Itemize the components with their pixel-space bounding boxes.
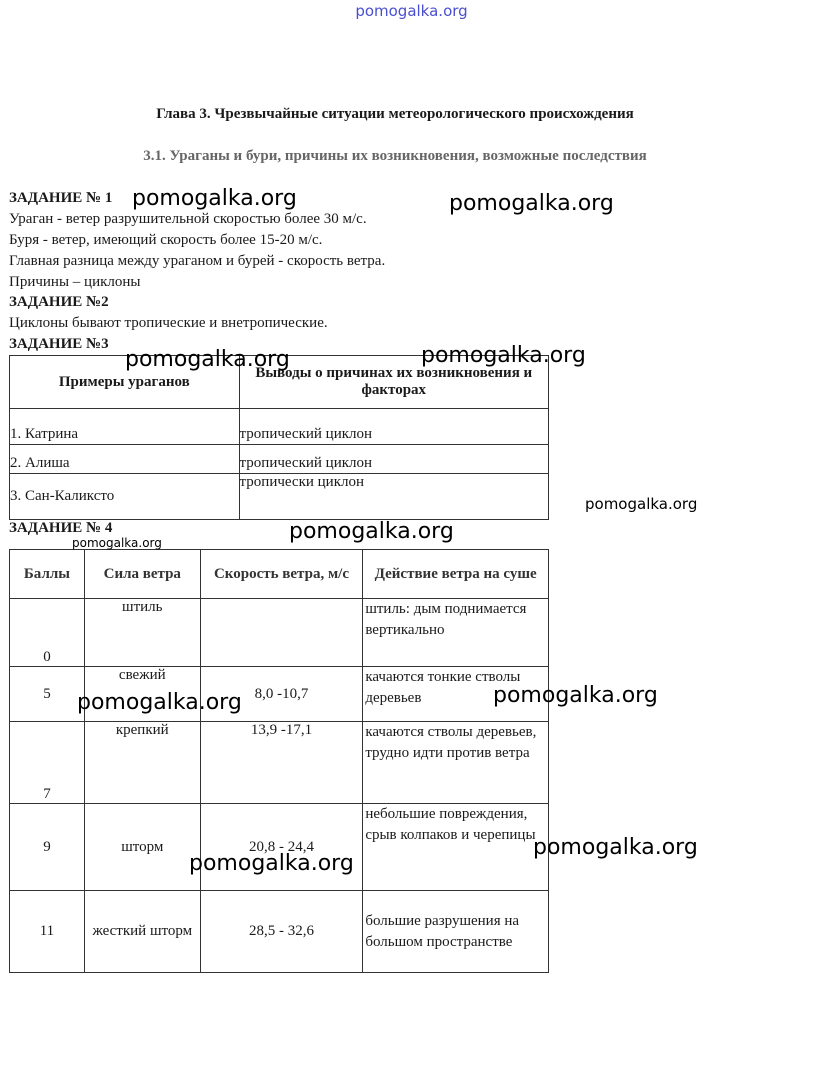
chapter-title: Глава 3. Чрезвычайные ситуации метеорологического происхождения bbox=[156, 106, 634, 122]
column-header: Скорость ветра, м/с bbox=[200, 550, 363, 599]
table-cell: штиль: дым поднимается вертикально bbox=[363, 599, 549, 667]
table-cell: 20,8 - 24,4 bbox=[200, 804, 363, 891]
watermark: pomogalka.org bbox=[533, 835, 698, 860]
task1-line-3: Главная разница между ураганом и бурей - скорость ветра. bbox=[9, 253, 386, 269]
column-header: Действие ветра на суше bbox=[363, 550, 549, 599]
table-cell: 2. Алиша bbox=[10, 445, 240, 474]
task2-line-1: Циклоны бывают тропические и внетропические. bbox=[9, 315, 328, 331]
task3-heading: ЗАДАНИЕ №3 bbox=[9, 336, 109, 352]
table-cell: 5 bbox=[10, 667, 85, 722]
column-header: Баллы bbox=[10, 550, 85, 599]
table-cell: 13,9 -17,1 bbox=[200, 722, 363, 804]
task2-heading: ЗАДАНИЕ №2 bbox=[9, 294, 109, 310]
table-row bbox=[10, 445, 549, 474]
watermark: pomogalka.org bbox=[132, 186, 297, 211]
table-row bbox=[10, 722, 549, 804]
table-cell: шторм bbox=[84, 804, 200, 891]
table-cell: 11 bbox=[10, 891, 85, 973]
table-cell: тропический циклон bbox=[239, 445, 548, 474]
table-header-row bbox=[10, 550, 549, 599]
column-header: Сила ветра bbox=[84, 550, 200, 599]
column-header: Выводы о причинах их возникновения и факторах bbox=[239, 356, 548, 409]
table-cell: 8,0 -10,7 bbox=[200, 667, 363, 722]
watermark: pomogalka.org bbox=[449, 191, 614, 216]
table-cell: свежий bbox=[84, 667, 200, 722]
task1-line-4: Причины – циклоны bbox=[9, 274, 141, 290]
site-watermark-top: pomogalka.org bbox=[355, 2, 468, 20]
table-cell: большие разрушения на большом пространстве bbox=[363, 891, 549, 973]
watermark: pomogalka.org bbox=[493, 683, 658, 708]
table-row bbox=[10, 891, 549, 973]
table-cell: 28,5 - 32,6 bbox=[200, 891, 363, 973]
table-row bbox=[10, 474, 549, 520]
watermark: pomogalka.org bbox=[289, 519, 454, 544]
table-cell: 9 bbox=[10, 804, 85, 891]
table-row bbox=[10, 804, 549, 891]
wind-scale-table bbox=[9, 549, 549, 973]
table-cell: 0 bbox=[10, 599, 85, 667]
table-cell: тропически циклон bbox=[239, 474, 548, 520]
watermark: pomogalka.org bbox=[72, 536, 162, 550]
section-title: 3.1. Ураганы и бури, причины их возникновения, возможные последствия bbox=[143, 148, 647, 164]
table-row bbox=[10, 409, 549, 445]
task1-heading: ЗАДАНИЕ № 1 bbox=[9, 190, 113, 206]
watermark: pomogalka.org bbox=[189, 851, 354, 876]
table-cell: крепкий bbox=[84, 722, 200, 804]
table-row bbox=[10, 599, 549, 667]
hurricane-examples-table bbox=[9, 355, 549, 520]
watermark: pomogalka.org bbox=[77, 690, 242, 715]
table-cell: штиль bbox=[84, 599, 200, 667]
table-cell bbox=[200, 599, 363, 667]
table-cell: 3. Сан-Каликсто bbox=[10, 474, 240, 520]
task1-line-1: Ураган - ветер разрушительной скоростью более 30 м/с. bbox=[9, 211, 367, 227]
task1-line-2: Буря - ветер, имеющий скорость более 15-20 м/с. bbox=[9, 232, 323, 248]
watermark: pomogalka.org bbox=[585, 495, 698, 513]
table-cell: тропический циклон bbox=[239, 409, 548, 445]
watermark: pomogalka.org bbox=[421, 343, 586, 368]
table-cell: 1. Катрина bbox=[10, 409, 240, 445]
table-cell: небольшие повреждения, срыв колпаков и черепицы bbox=[363, 804, 549, 891]
column-header: Примеры ураганов bbox=[10, 356, 240, 409]
table-cell: качаются тонкие стволы деревьев bbox=[363, 667, 549, 722]
watermark: pomogalka.org bbox=[125, 347, 290, 372]
table-cell: качаются стволы деревьев, трудно идти против ветра bbox=[363, 722, 549, 804]
table-cell: 7 bbox=[10, 722, 85, 804]
task4-heading: ЗАДАНИЕ № 4 bbox=[9, 520, 113, 536]
table-cell: жесткий шторм bbox=[84, 891, 200, 973]
